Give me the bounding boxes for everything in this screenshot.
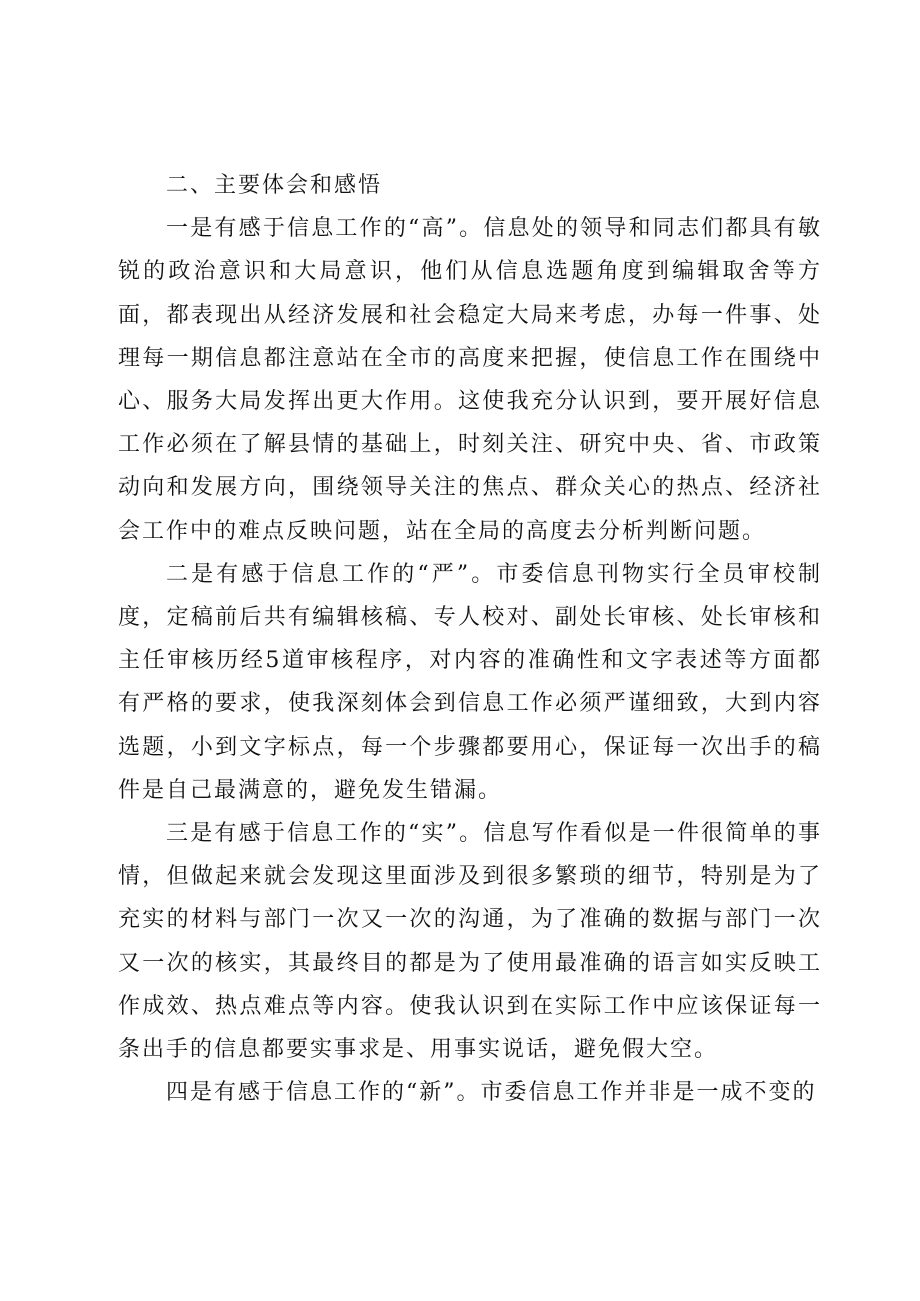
paragraph-yan: 二是有感于信息工作的“严”。市委信息刊物实行全员审校制度，定稿前后共有编辑核稿、专人校对、副处长审核、处长审核和主任审核历经5道审核程序，对内容的准确性和文字表述等方面都有严格的要求，使我深刻体会到信息工作必须严谨细致，大到内容选题，小到文字标点，每一个步骤都要用心，保证每一次出手的稿件是自己最满意的，避免发生错漏。 — [118, 561, 822, 803]
document-body — [118, 164, 822, 1114]
paragraph-shi: 三是有感于信息工作的“实”。信息写作看似是一件很简单的事情，但做起来就会发现这里面涉及到很多繁琐的细节，特别是为了充实的材料与部门一次又一次的沟通，为了准确的数据与部门一次又一次的核实，其最终目的都是为了使用最准确的语言如实反映工作成效、热点难点等内容。使我认识到在实际工作中应该保证每一条出手的信息都要实事求是、用事实说话，避免假大空。 — [118, 821, 822, 1063]
paragraph-gao: 一是有感于信息工作的“高”。信息处的领导和同志们都具有敏锐的政治意识和大局意识，他们从信息选题角度到编辑取舍等方面，都表现出从经济发展和社会稳定大局来考虑，办每一件事、处理每一期信息都注意站在全市的高度来把握，使信息工作在围绕中心、服务大局发挥出更大作用。这使我充分认识到，要开展好信息工作必须在了解县情的基础上，时刻关注、研究中央、省、市政策动向和发展方向，围绕领导关注的焦点、群众关心的热点、经济社会工作中的难点反映问题，站在全局的高度去分析判断问题。 — [118, 216, 822, 544]
paragraph-xin: 四是有感于信息工作的“新”。市委信息工作并非是一成不变的 — [166, 1080, 817, 1106]
section-heading: 二、主要体会和感悟 — [166, 173, 383, 198]
